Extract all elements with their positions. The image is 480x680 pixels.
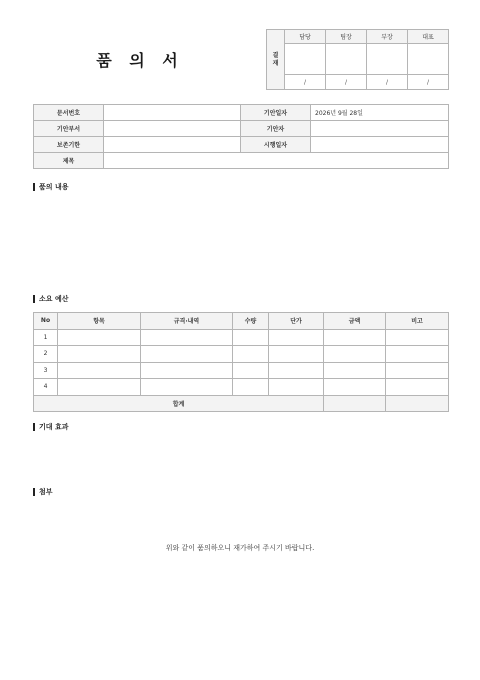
budget-header-spec: 규격·내역 <box>141 313 233 330</box>
section-heading-budget: 소요 예산 <box>33 295 69 303</box>
budget-cell[interactable] <box>233 362 269 379</box>
approval-sign-cell[interactable] <box>326 44 367 75</box>
budget-cell[interactable] <box>386 329 449 346</box>
budget-cell[interactable] <box>324 362 386 379</box>
info-table <box>33 104 449 169</box>
attachment-area[interactable] <box>33 500 448 534</box>
effective-date-label: 시행일자 <box>241 137 311 153</box>
table-row <box>34 362 449 379</box>
budget-cell[interactable] <box>141 362 233 379</box>
retention-value[interactable] <box>104 137 241 153</box>
budget-total-label: 합계 <box>34 395 324 412</box>
table-row <box>34 379 449 396</box>
row-number: 3 <box>34 362 58 379</box>
budget-cell[interactable] <box>386 362 449 379</box>
budget-total-remarks[interactable] <box>386 395 449 412</box>
budget-cell[interactable] <box>269 329 324 346</box>
table-row <box>34 329 449 346</box>
approval-date-cell[interactable]: / <box>326 75 367 90</box>
budget-cell[interactable] <box>141 329 233 346</box>
budget-header-no: No <box>34 313 58 330</box>
section-heading-effect: 기대 효과 <box>33 423 69 431</box>
effective-date-value[interactable] <box>311 137 449 153</box>
budget-cell[interactable] <box>269 362 324 379</box>
approval-sign-cell[interactable] <box>408 44 449 75</box>
budget-cell[interactable] <box>386 346 449 363</box>
budget-header-amount: 금액 <box>324 313 386 330</box>
drafter-value[interactable] <box>311 121 449 137</box>
approval-side-label: 결 재 <box>267 30 285 90</box>
draft-dept-value[interactable] <box>104 121 241 137</box>
approval-header-staff: 담당 <box>285 30 326 44</box>
budget-cell[interactable] <box>324 379 386 396</box>
approval-date-cell[interactable]: / <box>367 75 408 90</box>
approval-header-ceo: 대표 <box>408 30 449 44</box>
budget-header-unit-price: 단가 <box>269 313 324 330</box>
budget-cell[interactable] <box>386 379 449 396</box>
retention-label: 보존기한 <box>34 137 104 153</box>
subject-label: 제목 <box>34 153 104 169</box>
drafter-label: 기안자 <box>241 121 311 137</box>
budget-total-amount[interactable] <box>324 395 386 412</box>
budget-table <box>33 312 449 412</box>
budget-cell[interactable] <box>58 379 141 396</box>
budget-cell[interactable] <box>324 329 386 346</box>
row-number: 2 <box>34 346 58 363</box>
approval-sign-cell[interactable] <box>285 44 326 75</box>
budget-cell[interactable] <box>141 346 233 363</box>
row-number: 4 <box>34 379 58 396</box>
section-heading-attachment: 첨부 <box>33 488 53 496</box>
approval-date-cell[interactable]: / <box>408 75 449 90</box>
row-number: 1 <box>34 329 58 346</box>
budget-cell[interactable] <box>58 329 141 346</box>
budget-cell[interactable] <box>58 362 141 379</box>
doc-no-value[interactable] <box>104 105 241 121</box>
draft-date-label: 기안일자 <box>241 105 311 121</box>
approval-header-manager: 부장 <box>367 30 408 44</box>
budget-cell[interactable] <box>58 346 141 363</box>
budget-cell[interactable] <box>233 379 269 396</box>
budget-cell[interactable] <box>233 329 269 346</box>
closing-statement: 위와 같이 품의하오니 재가하여 주시기 바랍니다. <box>165 544 315 552</box>
budget-header-remarks: 비고 <box>386 313 449 330</box>
budget-cell[interactable] <box>269 379 324 396</box>
draft-date-value[interactable]: 2026년 9월 28일 <box>311 105 449 121</box>
table-row <box>34 346 449 363</box>
budget-cell[interactable] <box>269 346 324 363</box>
budget-header-item: 항목 <box>58 313 141 330</box>
budget-header-qty: 수량 <box>233 313 269 330</box>
document-title: 품 의 서 <box>96 51 184 70</box>
approval-sign-cell[interactable] <box>367 44 408 75</box>
budget-total-row <box>34 395 449 412</box>
approval-date-cell[interactable]: / <box>285 75 326 90</box>
effect-area[interactable] <box>33 436 448 482</box>
budget-cell[interactable] <box>233 346 269 363</box>
doc-no-label: 문서번호 <box>34 105 104 121</box>
approval-header-team-lead: 팀장 <box>326 30 367 44</box>
content-area[interactable] <box>33 196 448 292</box>
budget-cell[interactable] <box>324 346 386 363</box>
approval-box <box>266 29 449 90</box>
section-heading-content: 품의 내용 <box>33 183 69 191</box>
budget-cell[interactable] <box>141 379 233 396</box>
draft-dept-label: 기안부서 <box>34 121 104 137</box>
subject-value[interactable] <box>104 153 449 169</box>
